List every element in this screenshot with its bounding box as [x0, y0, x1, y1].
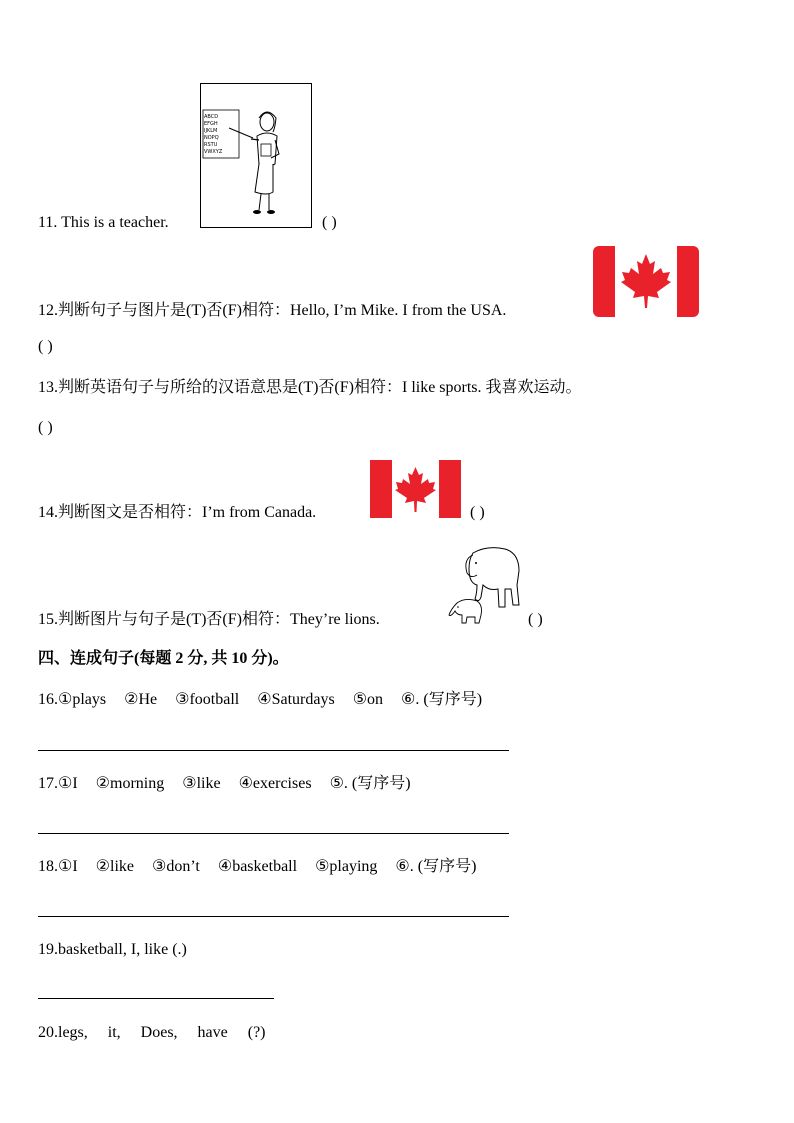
option: ①I	[58, 775, 78, 792]
option: ①I	[58, 858, 78, 875]
elephant-image	[443, 545, 521, 627]
option: ④exercises	[238, 775, 312, 792]
question-11	[38, 213, 169, 233]
question-15-text: 15.判断图片与句子是(T)否(F)相符：They’re lions.	[38, 611, 380, 628]
question-17-number: 17.	[38, 775, 58, 792]
question-14-answer-paren[interactable]	[470, 503, 485, 523]
question-11-answer-paren[interactable]	[322, 213, 337, 233]
option: ⑥. (写序号)	[395, 858, 477, 875]
option: ②He	[124, 691, 158, 708]
question-19-text: 19.basketball, I, like (.)	[38, 941, 187, 958]
teacher-image	[200, 83, 312, 228]
question-12-answer-paren[interactable]	[38, 337, 53, 357]
question-11-text: 11. This is a teacher.	[38, 214, 169, 231]
option: ⑤playing	[315, 858, 378, 875]
question-13	[38, 378, 582, 398]
paren-13: ( )	[38, 419, 53, 436]
option: ②like	[95, 858, 135, 875]
section-4-title-text: 四、连成句子(每题 2 分, 共 10 分)。	[38, 650, 289, 667]
chart-line-1: ABCD	[204, 114, 219, 120]
question-19	[38, 940, 187, 960]
option: ①plays	[58, 691, 107, 708]
option: ⑥. (写序号)	[401, 691, 483, 708]
answer-line-16[interactable]	[38, 750, 509, 751]
question-15-answer-paren[interactable]	[528, 610, 543, 630]
canada-flag	[370, 460, 461, 518]
answer-line-17[interactable]	[38, 833, 509, 834]
section-4-title	[38, 649, 289, 669]
paren-11: ( )	[322, 214, 337, 231]
option: ②morning	[95, 775, 165, 792]
canada-flag	[593, 246, 699, 317]
question-14-text: 14.判断图文是否相符：I’m from Canada.	[38, 504, 317, 521]
option: ⑤on	[352, 691, 384, 708]
question-20	[38, 1023, 266, 1043]
option: ③football	[175, 691, 240, 708]
question-13-text: 13.判断英语句子与所给的汉语意思是(T)否(F)相符：I like sports. 我喜欢运动。	[38, 379, 582, 396]
option: ④basketball	[217, 858, 298, 875]
chart-line-4: NOPQ	[204, 135, 219, 141]
paren-15: ( )	[528, 611, 543, 628]
question-12	[38, 301, 506, 321]
question-20-text: 20.legs, it, Does, have (?)	[38, 1024, 266, 1041]
question-17	[38, 774, 429, 794]
option: ③like	[182, 775, 221, 792]
question-13-answer-paren[interactable]	[38, 418, 53, 438]
option: ③don’t	[152, 858, 200, 875]
question-15	[38, 610, 380, 630]
paren-14: ( )	[470, 504, 485, 521]
answer-line-19[interactable]	[38, 998, 274, 999]
question-14	[38, 503, 316, 523]
question-18	[38, 857, 494, 877]
answer-line-18[interactable]	[38, 916, 509, 917]
chart-line-2: EFGH	[204, 121, 218, 127]
question-16	[38, 690, 500, 710]
chart-line-6: VWXYZ	[204, 149, 223, 155]
chart-line-3: IJKLM	[204, 128, 218, 134]
question-18-number: 18.	[38, 858, 58, 875]
paren-12: ( )	[38, 338, 53, 355]
chart-line-5: RSTU	[204, 142, 218, 148]
option: ⑤. (写序号)	[329, 775, 411, 792]
question-12-text: 12.判断句子与图片是(T)否(F)相符：Hello, I’m Mike. I from the USA.	[38, 302, 507, 319]
question-16-number: 16.	[38, 691, 58, 708]
option: ④Saturdays	[257, 691, 335, 708]
